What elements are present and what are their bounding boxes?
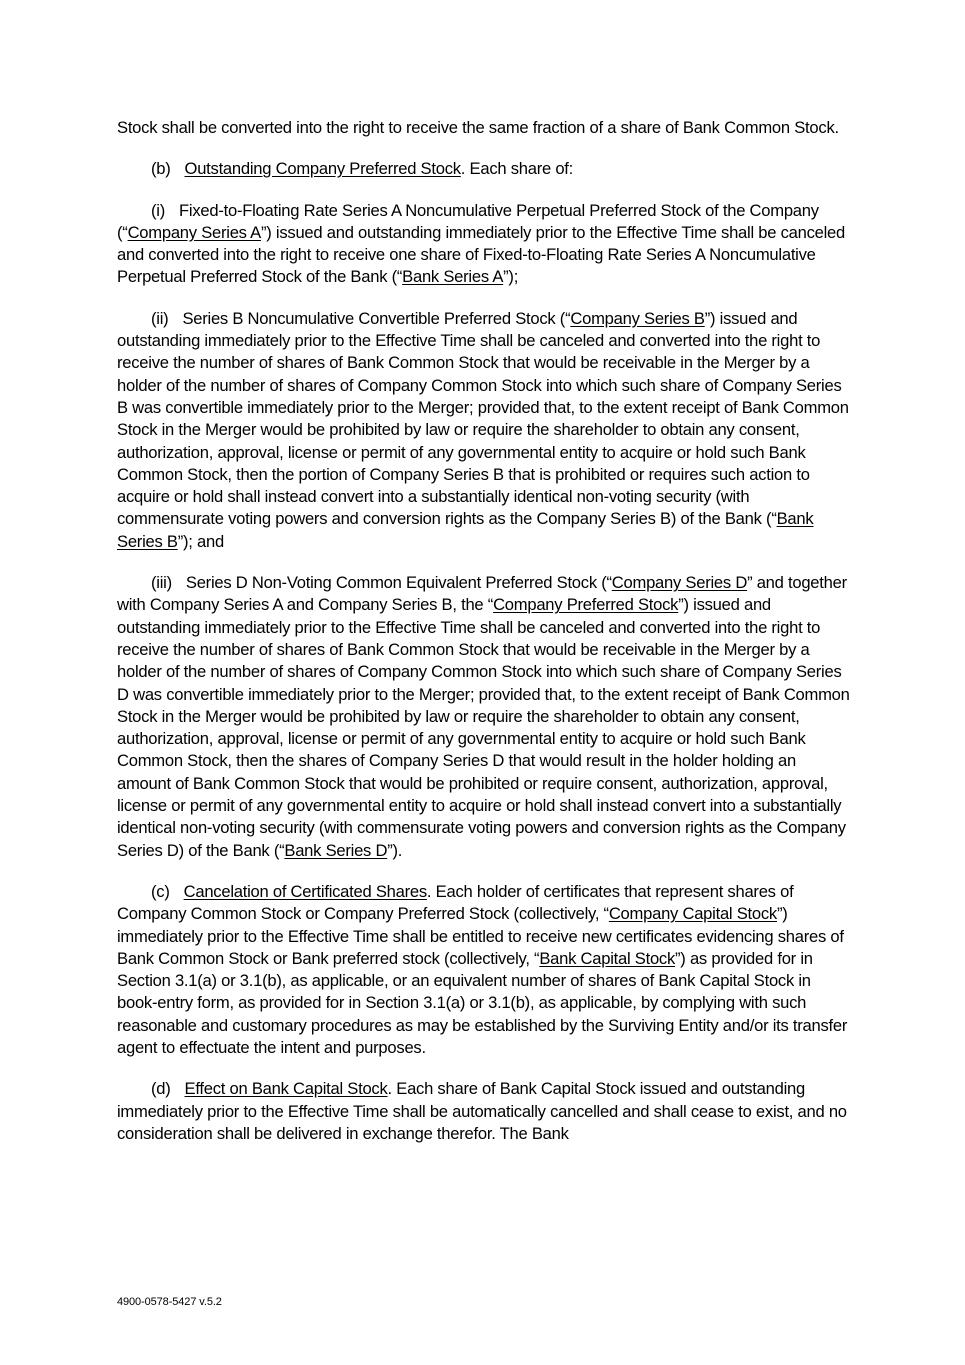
paragraph-text: Fixed-to-Floating Rate Series A Noncumulative Perpetual Preferred Stock of the Company (“ — [117, 200, 819, 242]
defined-term: Bank Series A — [402, 267, 504, 287]
section-heading: Cancelation of Certificated Shares — [183, 881, 427, 901]
subsection-iii-paragraph — [117, 572, 852, 862]
subsection-label: (iii) — [151, 573, 172, 593]
subsection-ii-paragraph — [117, 308, 852, 553]
defined-term: Bank Series D — [284, 840, 388, 860]
paragraph-text: ”); — [503, 267, 519, 287]
paragraph-text: Stock shall be converted into the right to receive the same fraction of a share of Bank Common Stock. — [117, 118, 839, 137]
paragraph-text: Series D Non-Voting Common Equivalent Preferred Stock (“ — [185, 573, 612, 593]
document-footer-id: 4900-0578-5427 v.5.2 — [117, 1296, 222, 1308]
section-b-paragraph — [117, 158, 852, 180]
subsection-i-paragraph — [117, 200, 852, 289]
defined-term: Bank Series B — [117, 509, 814, 551]
paragraph-text: ” and together with Company Series A and Company Series B, the “ — [117, 573, 847, 615]
paragraph-text: . Each share of: — [460, 159, 574, 179]
paragraph-text: ”); and — [177, 531, 224, 551]
paragraph-text: . Each share of Bank Capital Stock issued and outstanding immediately prior to the Effective Time shall be automatically cancelled and shall cease to exist, and no consideration shall be delivered in exchange therefor. The Bank — [117, 1079, 847, 1143]
defined-term: Company Series D — [611, 573, 748, 593]
section-label: (c) — [151, 881, 170, 901]
paragraph-text: ”). — [387, 840, 403, 860]
paragraph-continuation — [117, 117, 852, 139]
document-body — [117, 117, 852, 1164]
paragraph-text: . Each holder of certificates that represent shares of Company Common Stock or Company Preferred Stock (collectively, “ — [117, 881, 794, 924]
subsection-label: (ii) — [151, 308, 169, 328]
defined-term: Company Series B — [570, 308, 705, 328]
paragraph-text: ”) issued and outstanding immediately prior to the Effective Time shall be canceled and converted into the right to receive one share of Fixed-to-Floating Rate Series A Noncumulative Perpetual Preferred Stock of the Bank (“ — [117, 222, 846, 287]
paragraph-text: ”) immediately prior to the Effective Time shall be entitled to receive new certificates evidencing shares of Bank Common Stock or Bank preferred stock (collectively, “ — [117, 904, 844, 968]
defined-term: Company Series A — [127, 222, 261, 242]
paragraph-text: ”) issued and outstanding immediately prior to the Effective Time shall be canceled and converted into the right to receive the number of shares of Bank Common Stock that would be receivable in the Merger by a holder of the number of shares of Company Common Stock into which such share of Company Series D was convertible immediately prior to the Merger; provided that, to the extent receipt of Bank Common Stock in the Merger would be prohibited by law or require the shareholder to obtain any consent, authorization, approval, license or permit of any governmental entity to acquire or hold such Bank Common Stock, then the shares of Company Series D that would result in the holder holding an amount of Bank Common Stock that would be prohibited or require consent, authorization, approval, license or permit of any governmental entity to acquire or hold shall instead convert into a substantially identical non-voting security (with commensurate voting powers and conversion rights as the Company Series D) of the Bank (“ — [117, 595, 850, 860]
defined-term: Company Preferred Stock — [493, 595, 679, 615]
paragraph-text: ”) issued and outstanding immediately prior to the Effective Time shall be canceled and converted into the right to receive the number of shares of Bank Common Stock that would be receivable in the Merger by a holder of the number of shares of Company Common Stock into which such share of Company Series B was convertible immediately prior to the Merger; provided that, to the extent receipt of Bank Common Stock in the Merger would be prohibited by law or require the shareholder to obtain any consent, authorization, approval, license or permit of any governmental entity to acquire or hold such Bank Common Stock, then the portion of Company Series B that is prohibited or requires such action to acquire or hold shall instead convert into a substantially identical non-voting security (with commensurate voting powers and conversion rights as the Company Series B) of the Bank (“ — [117, 308, 849, 529]
section-heading: Outstanding Company Preferred Stock — [184, 159, 461, 179]
paragraph-text: Series B Noncumulative Convertible Preferred Stock (“ — [182, 308, 571, 328]
section-label: (b) — [151, 159, 171, 179]
paragraph-text: ”) as provided for in Section 3.1(a) or 3.1(b), as applicable, or an equivalent number of shares of Bank Capital Stock in book-entry form, as provided for in Section 3.1(a) or 3.1(b), as applicable, by complying with such reasonable and customary procedures as may be established by the Surviving Entity and/or its transfer agent to effectuate the intent and purposes. — [117, 948, 848, 1057]
section-d-paragraph — [117, 1078, 852, 1145]
section-heading: Effect on Bank Capital Stock — [184, 1079, 388, 1099]
section-label: (d) — [151, 1079, 171, 1099]
subsection-label: (i) — [151, 200, 165, 220]
defined-term: Company Capital Stock — [608, 904, 777, 924]
section-c-paragraph — [117, 881, 852, 1059]
defined-term: Bank Capital Stock — [539, 948, 676, 968]
